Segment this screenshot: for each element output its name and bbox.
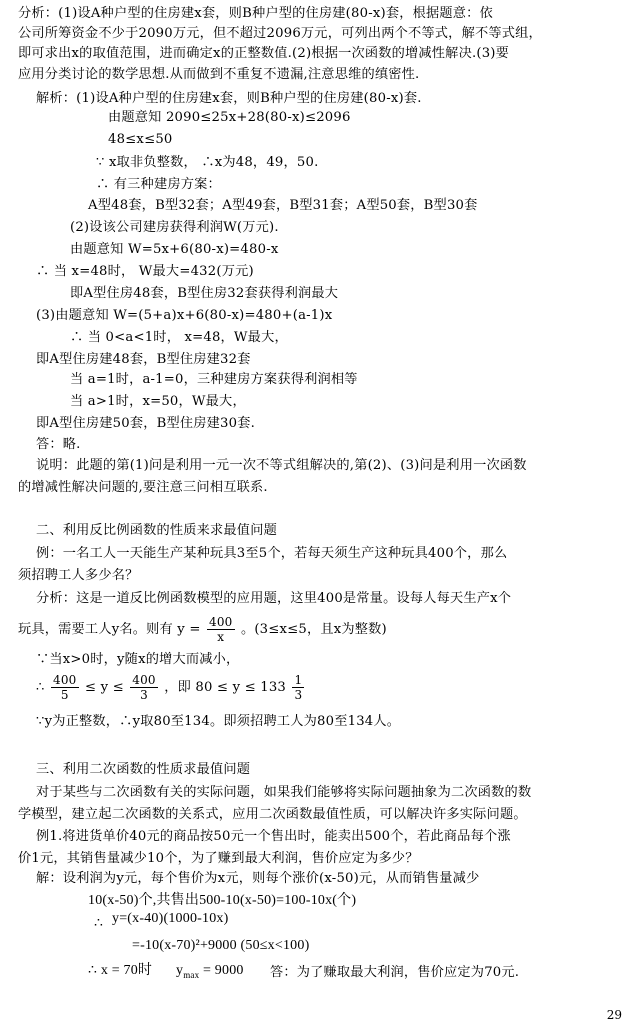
text-line: 价1元，其销售量减少10个，为了赚到最大利润，售价应定为多少？ xyxy=(18,851,419,866)
text-line: 即可求出x的取值范围，进而确定x的正整数值.(2)根据一次函数的增减性解决.(3)要 xyxy=(18,46,510,61)
text-line: 分析：(1)设A种户型的住房建x套，则B种户型的住房建(80-x)套，根据题意：依 xyxy=(18,6,493,21)
therefore-symbol: ∴ xyxy=(36,680,45,695)
text-line: 即A型住房48套，B型住房32套获得利润最大 xyxy=(70,286,339,301)
fraction xyxy=(130,673,158,702)
text-line: 即A型住房建50套，B型住房建30套. xyxy=(36,416,256,431)
text-line: 当 a>1时，x=50，W最大， xyxy=(70,394,246,409)
numerator: 400 xyxy=(53,673,77,687)
text-line: 48≤x≤50 xyxy=(108,132,173,147)
text-line: 解析：(1)设A种户型的住房建x套，则B种户型的住房建(80-x)套. xyxy=(36,91,422,106)
text-span: 玩具，需要工人y名。则有 y = xyxy=(18,622,201,637)
formula-line: =-10(x-70)²+9000 (50≤x<100) xyxy=(132,938,310,953)
numerator: 1 xyxy=(294,673,303,687)
formula-line: 10(x-50)个,共售出500-10(x-50)=100-10x(个) xyxy=(88,893,357,908)
text-line: 由题意知 W=5x+6(80-x)=480-x xyxy=(70,242,279,257)
denominator: 3 xyxy=(140,688,148,702)
formula-line xyxy=(176,961,244,985)
numerator: 400 xyxy=(209,615,233,629)
formula-line: y=(x-40)(1000-10x) xyxy=(112,911,229,926)
text-line: 对于某些与二次函数有关的实际问题，如果我们能够将实际问题抽象为二次函数的数 xyxy=(36,785,532,800)
text-line: 答：略. xyxy=(36,437,81,452)
text-span: ，即 80 ≤ y ≤ 133 xyxy=(164,680,287,695)
text-line: 当 a=1时，a-1=0，三种建房方案获得利润相等 xyxy=(70,372,358,387)
text-line: ∴ 当 x=48时， W最大=432(万元) xyxy=(36,264,254,279)
page-number: 29 xyxy=(606,1008,622,1022)
text-span: y xyxy=(176,963,184,978)
denominator: 5 xyxy=(60,688,69,702)
text-line: 说明：此题的第(1)问是利用一元一次不等式组解决的,第(2)、(3)问是利用一次函数 xyxy=(36,458,527,473)
therefore-symbol: ∴ xyxy=(88,963,98,978)
denominator: x xyxy=(217,630,225,644)
numerator: 400 xyxy=(132,673,156,687)
therefore-symbol: ∴ xyxy=(94,915,104,931)
fraction xyxy=(292,673,304,702)
text-line: 解：设利润为y元，每个售价为x元，则每个涨价(x-50)元，从而销售量减少 xyxy=(36,871,480,886)
text-line: ∵当x>0时，y随x的增大而减小， xyxy=(36,652,240,667)
text-span: x = 70时 xyxy=(100,963,153,978)
text-line: 由题意知 2090≤25x+28(80-x)≤2096 xyxy=(108,110,351,125)
formula-line xyxy=(88,961,152,981)
text-span: 。(3≤x≤5，且x为整数) xyxy=(240,622,387,637)
text-line: 学模型，建立起二次函数的关系式，应用二次函数最值性质，可以解决许多实际问题。 xyxy=(18,807,527,822)
text-line: 答：为了赚取最大利润，售价应定为70元. xyxy=(270,965,520,980)
text-line: ∵y为正整数，∴y取80至134。即须招聘工人为80至134人。 xyxy=(36,714,401,729)
formula-line xyxy=(18,613,387,647)
text-line: 应用分类讨论的数学思想.从而做到不重复不遗漏,注意思维的缜密性. xyxy=(18,67,420,82)
fraction xyxy=(51,673,79,702)
subscript: max xyxy=(183,969,200,980)
text-line: 即A型住房建48套，B型住房建32套 xyxy=(36,352,251,367)
text-line: ∴ 当 0<a<1时， x=48，W最大， xyxy=(70,330,288,345)
formula-line xyxy=(36,670,306,706)
text-line: 例1.将进货单价40元的商品按50元一个售出时，能卖出500个，若此商品每个涨 xyxy=(36,829,511,844)
section-heading: 二、利用反比例函数的性质来求最值问题 xyxy=(36,523,277,538)
section-heading: 三、利用二次函数的性质求最值问题 xyxy=(36,762,251,777)
text-line: (2)设该公司建房获得利润W(万元). xyxy=(70,220,279,235)
text-line: 须招聘工人多少名？ xyxy=(18,568,139,583)
text-span: ≤ y ≤ xyxy=(84,680,124,695)
text-line: ∴ 有三种建房方案： xyxy=(96,177,221,192)
text-line: 的增减性解决问题的,要注意三问相互联系. xyxy=(18,480,268,495)
text-line: 分析：这是一道反比例函数模型的应用题，这里400是常量。设每人每天生产x个 xyxy=(36,591,512,606)
text-line: ∵ x取非负整数， ∴x为48，49，50. xyxy=(96,155,319,170)
text-line: 例：一名工人一天能生产某种玩具3至5个，若每天须生产这种玩具400个，那么 xyxy=(36,546,508,561)
text-line: A型48套，B型32套；A型49套，B型31套；A型50套，B型30套 xyxy=(88,198,478,213)
fraction xyxy=(207,615,235,644)
denominator: 3 xyxy=(294,688,303,702)
text-line: 公司所筹资金不少于2090万元，但不超过2096万元，可列出两个不等式，解不等式组， xyxy=(18,26,542,41)
text-line: (3)由题意知 W=(5+a)x+6(80-x)=480+(a-1)x xyxy=(36,308,333,323)
text-span: = 9000 xyxy=(203,963,244,978)
